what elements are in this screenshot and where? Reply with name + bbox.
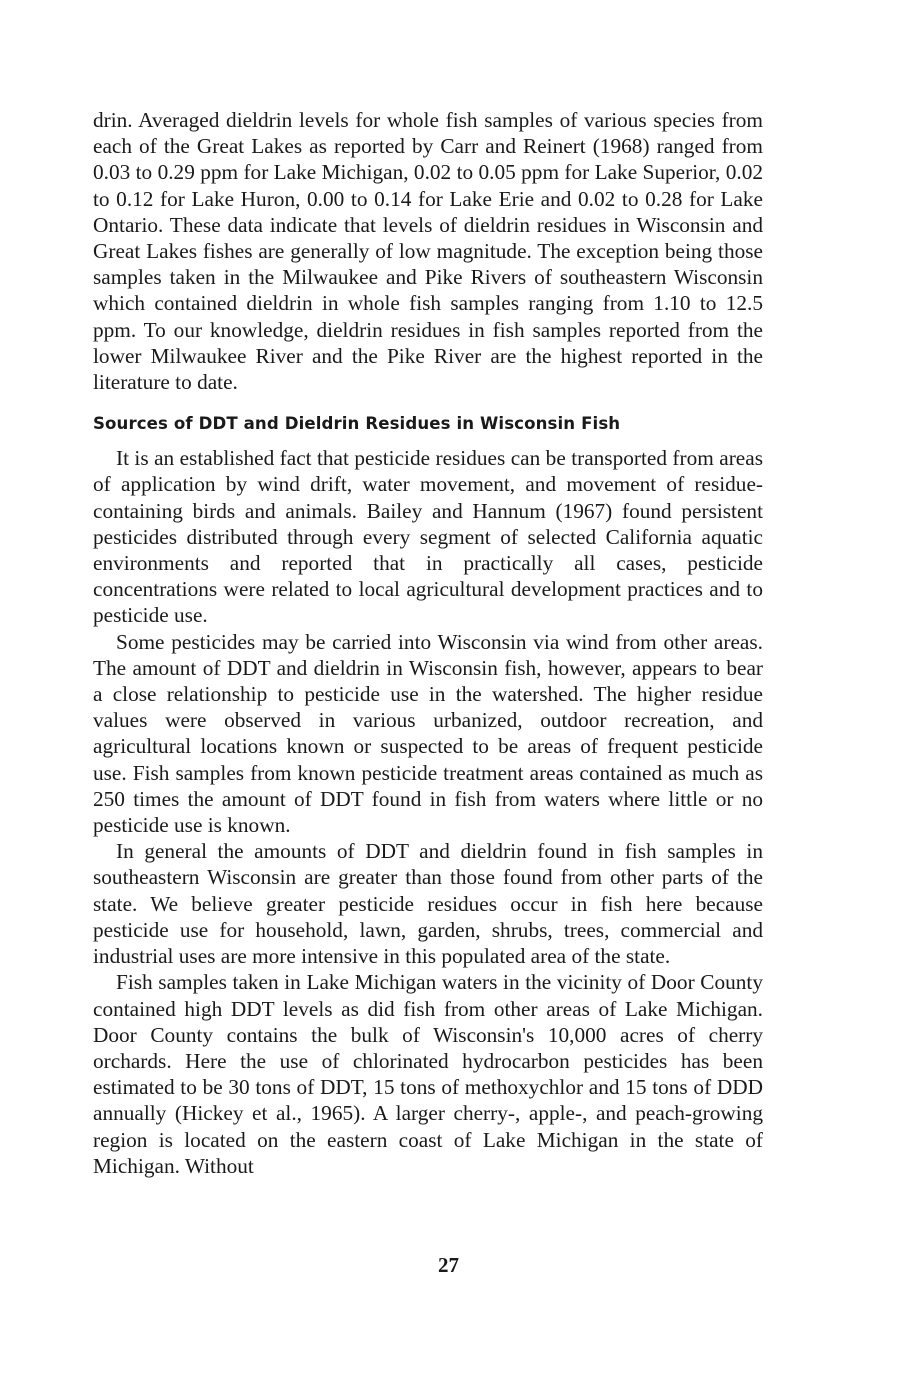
section-paragraph: It is an established fact that pesticide residues can be transported from areas of application by wind drift, water movement, and movement of residue-containing birds and animals. Bailey and Hannum (1967) found persistent pesticides distributed through every segment of selected California aquatic environments and reported that in practically all cases, pesticide concentrations were related to local agricultural development practices and to pesticide use. <box>93 446 763 628</box>
paragraph-continuation: drin. Averaged dieldrin levels for whole fish samples of various species from each of the Great Lakes as reported by Carr and Reinert (1968) ranged from 0.03 to 0.29 ppm for Lake Michigan, 0.02 to 0.05 ppm for Lake Superior, 0.02 to 0.12 for Lake Huron, 0.00 to 0.14 for Lake Erie and 0.02 to 0.28 for Lake Ontario. These data indicate that levels of dieldrin residues in Wisconsin and Great Lakes fishes are generally of low magnitude. The exception being those samples taken in the Milwaukee and Pike Rivers of southeastern Wisconsin which contained dieldrin in whole fish samples ranging from 1.10 to 12.5 ppm. To our knowledge, dieldrin residues in fish samples reported from the lower Milwaukee River and the Pike River are the highest reported in the literature to date. <box>93 108 763 395</box>
page-body <box>93 107 763 1179</box>
section-paragraph: Some pesticides may be carried into Wisconsin via wind from other areas. The amount of DDT and dieldrin in Wisconsin fish, however, appears to bear a close relationship to pesticide use in the watershed. The higher residue values were observed in various urbanized, outdoor recreation, and agricultural locations known or suspected to be areas of frequent pesticide use. Fish samples from known pesticide treatment areas contained as much as 250 times the amount of DDT found in fish from waters where little or no pesticide use is known. <box>93 629 763 838</box>
section-paragraph: In general the amounts of DDT and dieldrin found in fish samples in southeastern Wisconsin are greater than those found from other parts of the state. We believe greater pesticide residues occur in fish here because pesticide use for household, lawn, garden, shrubs, trees, commercial and industrial uses are more intensive in this populated area of the state. <box>93 839 763 969</box>
section-heading: Sources of DDT and Dieldrin Residues in Wisconsin Fish <box>93 414 621 434</box>
page-number: 27 <box>438 1253 459 1277</box>
section-paragraph: Fish samples taken in Lake Michigan waters in the vicinity of Door County contained high DDT levels as did fish from other areas of Lake Michigan. Door County contains the bulk of Wisconsin's 10,000 acres of cherry orchards. Here the use of chlorinated hydrocarbon pesticides has been estimated to be 30 tons of DDT, 15 tons of methoxychlor and 15 tons of DDD annually (Hickey et al., 1965). A larger cherry-, apple-, and peach-growing region is located on the eastern coast of Lake Michigan in the state of Michigan. Without <box>93 970 763 1178</box>
